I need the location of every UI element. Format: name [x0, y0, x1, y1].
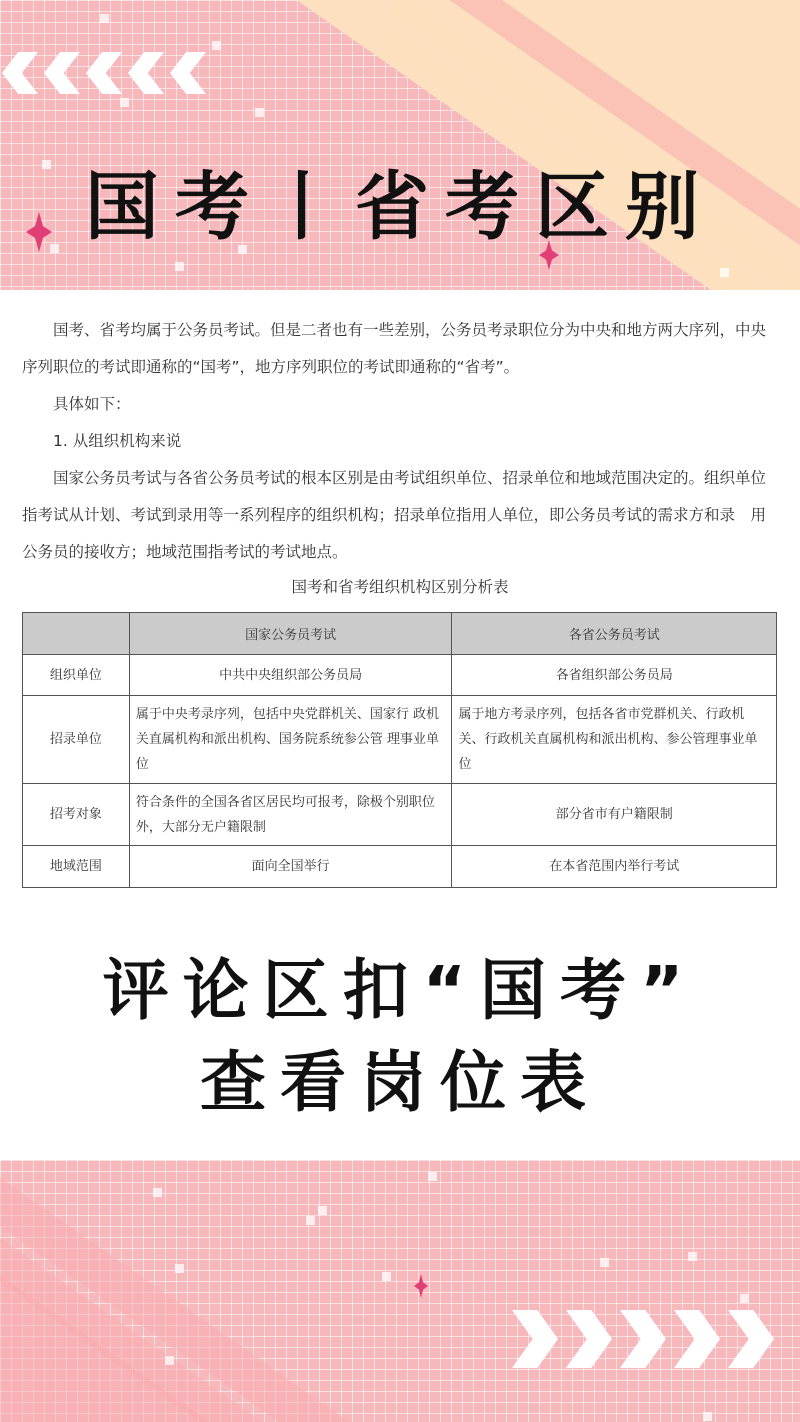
chevron-right-group — [512, 1310, 774, 1368]
square-decoration — [153, 1188, 162, 1197]
comparison-table — [22, 612, 777, 888]
chevron-left-icon — [128, 52, 164, 94]
square-decoration — [255, 108, 264, 117]
table-header-provincial: 各省公务员考试 — [452, 613, 777, 655]
square-decoration — [165, 1356, 174, 1365]
table-row — [23, 696, 777, 784]
national-cell: 面向全国举行 — [129, 846, 452, 888]
table-header-row — [23, 613, 777, 655]
article-body — [22, 312, 778, 599]
national-cell: 符合条件的全国各省区居民均可报考，除极个别职位外，大部分无户籍限制 — [129, 784, 452, 846]
provincial-cell: 在本省范围内举行考试 — [452, 846, 777, 888]
chevron-right-icon — [728, 1310, 774, 1368]
cta-line-2: 查看岗位表 — [200, 1044, 600, 1121]
row-label: 招考对象 — [23, 784, 130, 846]
square-decoration — [212, 41, 221, 50]
table-header-national: 国家公务员考试 — [129, 613, 452, 655]
chevron-left-icon — [86, 52, 122, 94]
table-row — [23, 784, 777, 846]
square-decoration — [306, 1216, 315, 1225]
call-to-action — [0, 945, 800, 1129]
provincial-cell: 各省组织部公务员局 — [452, 655, 777, 696]
square-decoration — [382, 1272, 391, 1281]
square-decoration — [740, 1294, 749, 1303]
chevron-left-icon — [44, 52, 80, 94]
square-decoration — [688, 1252, 697, 1261]
chevron-right-icon — [620, 1310, 666, 1368]
chevron-right-icon — [512, 1310, 558, 1368]
chevron-right-icon — [674, 1310, 720, 1368]
square-decoration — [120, 98, 129, 107]
national-cell: 中共中央组织部公务员局 — [129, 655, 452, 696]
row-label: 地域范围 — [23, 846, 130, 888]
square-decoration — [720, 268, 729, 277]
square-decoration — [175, 1264, 184, 1273]
section-paragraph: 国家公务员考试与各省公务员考试的根本区别是由考试组织单位、招录单位和地域范围决定的。组织单位指考试从计划、考试到录用等一系列程序的组织机构；招录单位指用人单位，即公务员考试的需求方和录 用公务员的接收方；地域范围指考试的考试地点。 — [22, 469, 767, 561]
top-banner — [0, 0, 800, 290]
sparkle-icon — [414, 1274, 428, 1298]
intro-paragraph: 国考、省考均属于公务员考试。但是二者也有一些差别，公务员考录职位分为中央和地方两大序列，中央序列职位的考试即通称的“国考”，地方序列职位的考试即通称的“省考”。 — [22, 321, 767, 376]
square-decoration — [100, 14, 109, 23]
square-decoration — [428, 1172, 437, 1181]
row-label: 组织单位 — [23, 655, 130, 696]
table-row — [23, 655, 777, 696]
bottom-banner — [0, 1160, 800, 1422]
details-heading: 具体如下： — [53, 395, 131, 413]
square-decoration — [175, 262, 184, 271]
square-decoration — [703, 1412, 712, 1421]
provincial-cell: 部分省市有户籍限制 — [452, 784, 777, 846]
row-label: 招录单位 — [23, 696, 130, 784]
table-header-empty — [23, 613, 130, 655]
page-title: 国考丨省考区别 — [85, 164, 715, 250]
chevron-left-icon — [170, 52, 206, 94]
square-decoration — [318, 1206, 327, 1215]
chevron-right-icon — [566, 1310, 612, 1368]
provincial-cell: 属于地方考录序列，包括各省市党群机关、行政机关、行政机关直属机构和派出机构、参公管理事业单位 — [452, 696, 777, 784]
square-decoration — [600, 1258, 609, 1267]
national-cell: 属于中央考录序列，包括中央党群机关、国家行 政机关直属机构和派出机构、国务院系统参公管 理事业单位 — [129, 696, 452, 784]
table-row — [23, 846, 777, 888]
table-caption: 国考和省考组织机构区别分析表 — [291, 578, 509, 596]
cta-line-1: 评论区扣“国考” — [102, 952, 698, 1029]
section-heading: 1. 从组织机构来说 — [53, 432, 182, 450]
chevron-left-icon — [2, 52, 38, 94]
chevron-left-group — [2, 52, 206, 94]
